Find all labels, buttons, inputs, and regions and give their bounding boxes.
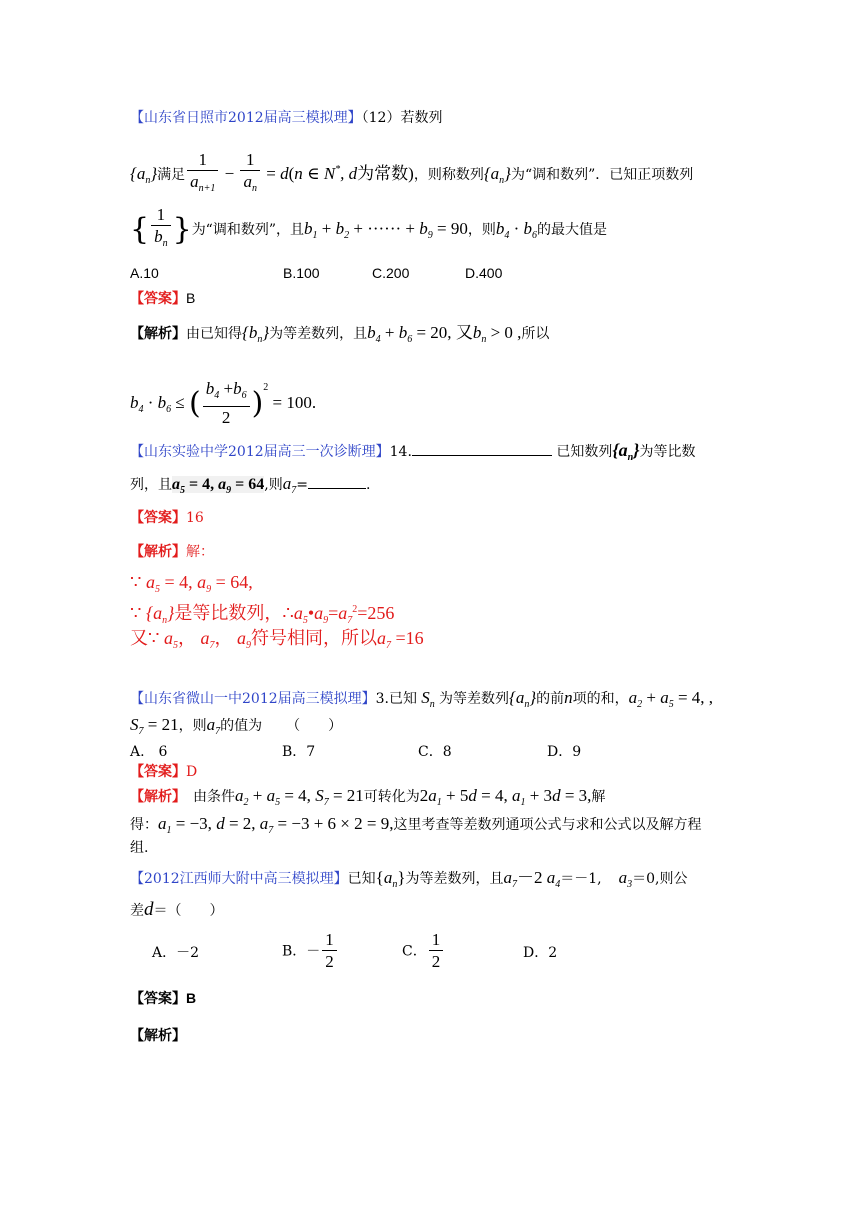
option-a: A．－2: [152, 945, 200, 961]
explanation-line: 【解析】由已知得$\{b_n\}$为等差数列，且$b_4 + b_6 = 20$, 又$b_n > 0$ ,所以: [130, 323, 550, 345]
problem-4-line-2: 差d＝（ ）: [130, 899, 224, 920]
option-c: C.200: [372, 265, 410, 281]
answer-value: B: [186, 990, 197, 1006]
answer-paren: （ ）: [286, 718, 343, 734]
answer-line: [130, 288, 195, 309]
option-a: A.10: [130, 265, 159, 281]
source-tag: 【山东省微山一中2012届高三模拟理】: [130, 691, 376, 707]
explanation-line-2: 得：$a_1 = -3$, d = 2, $a_7 = -3 + 6 \times 2 = 9$,这里考查等差数列通项公式与求和公式以及解方程: [130, 814, 702, 836]
math-seq-inv-bn: { $\frac{1}{b_n}$ }: [130, 205, 192, 250]
answer-line: [130, 988, 196, 1009]
solution-row-1: ∵ $a_5 = 4$, $a_9 = 64$,: [130, 572, 253, 595]
explanation-label: 【解析】: [130, 1028, 186, 1044]
source-tag: 【山东省日照市2012届高三模拟理】: [130, 110, 362, 126]
option-b: B.100: [283, 265, 320, 281]
option-a: A. 6: [130, 744, 168, 760]
source-tag: 【2012江西师大附中高三模拟理】: [130, 871, 348, 887]
answer-label: 【答案】: [130, 291, 186, 307]
explanation-line: 【解析】 由条件$a_2 + a_5 = 4$, $S_7 = 21$可转化为$2a_1 + 5d = 4$, $a_1 + 3d = 3$,解: [130, 786, 606, 808]
math-sum-b: $b_1 + b_2$ + ······ + $b_9 = 90$: [304, 219, 468, 241]
problem-3-header: 【山东省微山一中2012届高三模拟理】3.已知 $S_n$ 为等差数列$\{a_n\}$的前n项的和，$a_2 + a_5 = 4$, ,: [130, 688, 714, 710]
explanation-label: 【解析】: [130, 544, 186, 560]
explanation-label: 【解析】: [130, 789, 179, 805]
problem-number: （12）若数列: [361, 110, 443, 126]
problem-4-header: 【2012江西师大附中高三模拟理】已知$\{a_n\}$为等差数列，且$a_7-2$ $a_4=-1$, $a_3=0$,则公: [130, 868, 688, 890]
solution-row-3: 又∵ $a_5$， $a_7$， $a_9$符号相同，所以$a_7 =16$: [130, 628, 424, 651]
answer-value: 16: [186, 510, 204, 526]
answer-label: 【答案】: [130, 764, 186, 780]
problem-1-statement: { $\frac{1}{b_n}$ }为“调和数列”，且$b_1 + b_2$ + ······ + $b_9 = 90$，则$b_4 \cdot b_6$的最大值是: [130, 205, 608, 250]
explanation-label: 【解析】: [130, 326, 186, 342]
problem-3-line-2: $S_7 = 21$，则$a_7$的值为 （ ）: [130, 715, 343, 737]
answer-blank: [412, 455, 552, 456]
answer-line: [130, 508, 204, 528]
answer-label: 【答案】: [130, 991, 186, 1007]
math-seq-an: $\{a_n\}$: [130, 164, 158, 186]
problem-2-condition: 列，且$a_5 = 4$, $a_9 = 64$,则$a_7=$ .: [130, 474, 371, 496]
problem-1-header: [130, 108, 442, 128]
source-tag: 【山东实验中学2012届高三一次诊断理】: [130, 444, 390, 460]
math-b4-b6-sum: $b_4 + b_6 = 20$, 又$b_n > 0$ ,: [367, 323, 522, 345]
explanation-line: 【解析】解：: [130, 544, 214, 560]
solution-row-2: ∵ $\{a_n\}$是等比数列，$\therefore a_5•a_9=a_7^2=256$: [130, 603, 395, 626]
option-b: B．7: [282, 744, 316, 760]
option-d: D．2: [523, 945, 558, 961]
answer-line: [130, 762, 197, 782]
option-d: D.400: [465, 265, 503, 281]
answer-value: D: [186, 764, 198, 780]
option-b: B．－ $\frac{1}{2}$: [282, 930, 339, 973]
problem-2-header: 【山东实验中学2012届高三一次诊断理】14. 已知数列$\{a_n\}$为等比数: [130, 440, 696, 463]
math-inequality: $b_4 \cdot b_6$ ≤ ( $\frac{b_4 +b_6}{2}$ )$^2$ = 100.: [130, 379, 317, 428]
option-d: D．9: [547, 744, 582, 760]
option-c: C． $\frac{1}{2}$: [402, 930, 445, 973]
problem-1-condition: $\{a_n\}$满足 $\frac{1}{a_{n+1}}$ − $\frac{1}{a_n}$ = d(n ∈ N*, d为常数)，则称数列$\{a_n\}$为“调和数列”．已知正项数列: [130, 150, 694, 195]
answer-value: B: [186, 290, 196, 306]
math-harmonic-def: $\frac{1}{a_{n+1}}$ − $\frac{1}{a_n}$ = d(n ∈ N*, d为常数): [185, 164, 414, 183]
explanation-line-3: 组.: [130, 840, 149, 856]
math-a5-a9-given: $a_5 = 4$, $a_9 = 64$: [172, 476, 265, 496]
option-c: C．8: [418, 744, 452, 760]
answer-label: 【答案】: [130, 510, 186, 526]
